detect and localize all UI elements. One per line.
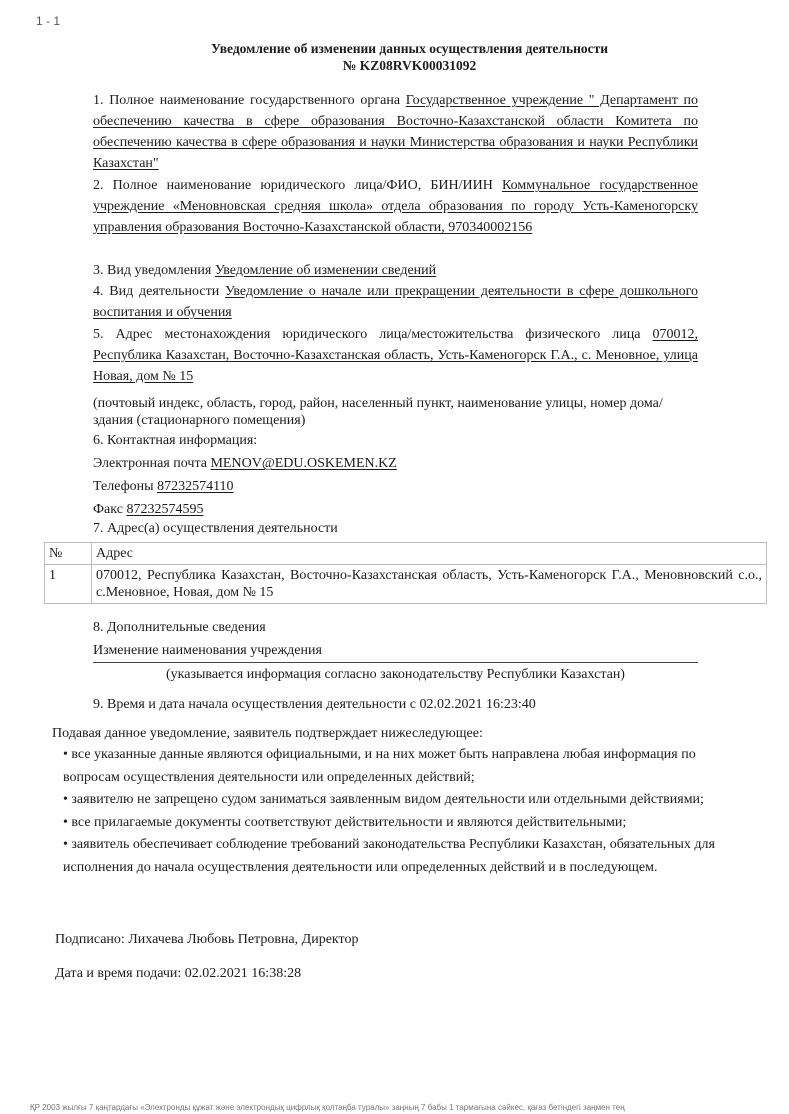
list-item: • все прилагаемые документы соответствуют действительности и являются действительными; xyxy=(63,814,627,830)
list-item: • заявитель обеспечивает соблюдение требований законодательства Республики Казахстан, обязательных для исполнения до начала осуществления деятельности или определенных действий и в последующем. xyxy=(63,837,715,875)
phone-row xyxy=(93,476,698,497)
fax-row xyxy=(93,499,698,520)
item-5-hint: (почтовый индекс, область, город, район, населенный пункт, наименование улицы, номер дома/здания (стационарного помещения) xyxy=(93,396,663,428)
item-4 xyxy=(93,281,698,323)
legal-footer: ҚР 2003 жылғы 7 қаңтардағы «Электронды құжат және электрондық цифрлық қолтаңба туралы» заңның 7 бабы 1 тармағына сәйкес, қағаз бетіндегі заңмен тең xyxy=(30,1103,625,1112)
table-header-row xyxy=(45,543,767,565)
item-6 xyxy=(93,430,698,520)
item-5-label: 5. Адрес местонахождения юридического лица/местожительства физического лица xyxy=(93,327,653,342)
submission-datetime: Дата и время подачи: 02.02.2021 16:38:28 xyxy=(55,966,302,981)
item-2 xyxy=(93,175,698,238)
email-row xyxy=(93,453,698,474)
fax-value: 87232574595 xyxy=(126,502,204,517)
list-item: • заявителю не запрещено судом заниматься заявленным видом деятельности или отдельными действиями; xyxy=(63,792,704,807)
item-5 xyxy=(93,324,698,387)
signed-by: Подписано: Лихачева Любовь Петровна, Директор xyxy=(55,932,359,947)
title-line-1: Уведомление об изменении данных осуществления деятельности xyxy=(210,41,609,56)
item-1 xyxy=(93,90,698,174)
item-8-underline xyxy=(93,662,698,663)
confirmation-intro: Подавая данное уведомление, заявитель подтверждает нижеследующее: xyxy=(52,726,483,741)
list-item: • все указанные данные являются официальными, и на них может быть направлена любая информация по вопросам осуществления деятельности или определенных действий; xyxy=(63,747,696,785)
item-8-hint: (указывается информация согласно законодательству Республики Казахстан) xyxy=(166,667,625,682)
phone-label: Телефоны xyxy=(93,479,158,494)
email-value: MENOV@EDU.OSKEMEN.KZ xyxy=(210,456,397,471)
item-3-label: 3. Вид уведомления xyxy=(93,263,215,278)
item-9: 9. Время и дата начала осуществления деятельности с 02.02.2021 16:23:40 xyxy=(93,697,536,712)
address-table xyxy=(44,542,767,604)
email-label: Электронная почта xyxy=(93,456,211,471)
header-address: Адрес xyxy=(92,543,767,565)
item-6-label: 6. Контактная информация: xyxy=(93,433,258,448)
row-number: 1 xyxy=(45,565,92,604)
document-title xyxy=(0,40,789,74)
item-4-value: Уведомление о начале или прекращении деятельности в сфере дошкольного воспитания и обучения xyxy=(93,284,698,320)
phone-value: 87232574110 xyxy=(157,479,234,494)
item-1-label: 1. Полное наименование государственного органа xyxy=(93,93,406,108)
item-3 xyxy=(93,260,698,281)
item-3-value: Уведомление об изменении сведений xyxy=(214,263,437,278)
item-7-label: 7. Адрес(а) осуществления деятельности xyxy=(93,521,338,536)
item-2-value: Коммунальное государственное учреждение «Меновновская средняя школа» отдела образования по городу Усть-Каменогорску управления образования Восточно-Казахстанской области, 970340002156 xyxy=(93,178,698,235)
item-8-value: Изменение наименования учреждения xyxy=(93,643,322,658)
confirmation xyxy=(52,723,752,879)
table-row xyxy=(45,565,767,604)
item-8-label: 8. Дополнительные сведения xyxy=(93,620,266,635)
row-address: 070012, Республика Казахстан, Восточно-Казахстанская область, Усть-Каменогорск Г.А., Меновновский с.о., с.Меновное, Новая, дом № 15 xyxy=(92,565,767,604)
fax-label: Факс xyxy=(93,502,127,517)
title-line-2: № KZ08RVK00031092 xyxy=(342,58,477,73)
item-1-value: Государственное учреждение " Департамент по обеспечению качества в сфере образования Восточно-Казахстанской области Комитета по обеспечению качества в сфере образования и науки Министерства образования и науки Республики Казахстан" xyxy=(93,93,699,171)
page-number: 1 - 1 xyxy=(36,14,61,28)
confirmation-list xyxy=(63,744,735,879)
header-number: № xyxy=(45,543,92,565)
item-5-value: 070012, Республика Казахстан, Восточно-Казахстанская область, Усть-Каменогорск Г.А., с. Меновное, улица Новая, дом № 15 xyxy=(93,327,698,384)
item-2-label: 2. Полное наименование юридического лица/ФИО, БИН/ИИН xyxy=(93,178,502,193)
item-4-label: 4. Вид деятельности xyxy=(93,284,225,299)
